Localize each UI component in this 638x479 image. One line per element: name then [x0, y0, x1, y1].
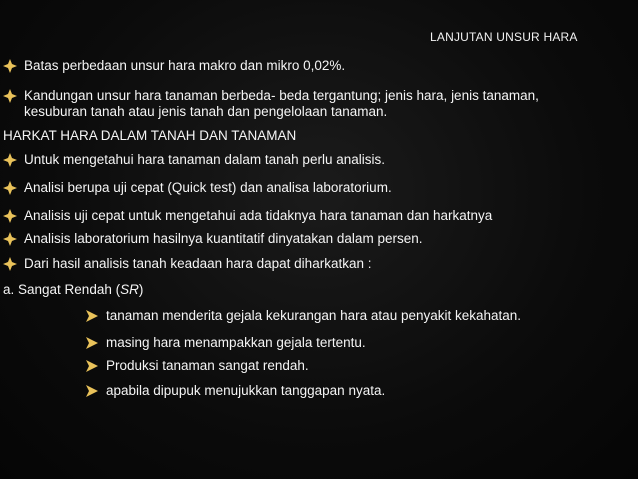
bullet-text: Kandungan unsur hara tanaman berbeda- beda tergantung; jenis hara, jenis tanaman,: [24, 88, 539, 103]
bullet-text: Batas perbedaan unsur hara makro dan mikro 0,02%.: [24, 58, 346, 73]
bullet-text: Analisis laboratorium hasilnya kuantitatif dinyatakan dalam persen.: [24, 231, 423, 246]
arrow-bullet-icon: [86, 385, 98, 397]
sub-heading-prefix: a. Sangat Rendah (: [3, 282, 121, 297]
diamond-bullet-icon: [3, 181, 17, 195]
slide-title: LANJUTAN UNSUR HARA: [430, 30, 578, 44]
diamond-bullet-icon: [3, 153, 17, 167]
diamond-bullet-icon: [3, 209, 17, 223]
sub-heading-suffix: ): [138, 282, 144, 297]
diamond-bullet-icon: [3, 257, 17, 271]
bullet-text: Untuk mengetahui hara tanaman dalam tanah perlu analisis.: [24, 152, 385, 167]
bullet-text-continued: kesuburan tanah atau jenis tanah dan pengelolaan tanaman.: [24, 104, 388, 119]
bullet-text: Dari hasil analisis tanah keadaan hara dapat diharkatkan :: [24, 256, 372, 271]
sub-bullet-text: masing hara menampakkan gejala tertentu.: [106, 335, 366, 350]
sub-bullet-text: apabila dipupuk menujukkan tanggapan nyata.: [106, 383, 386, 398]
diamond-bullet-icon: [3, 89, 17, 103]
arrow-bullet-icon: [86, 360, 98, 372]
bullet-text: Analisi berupa uji cepat (Quick test) dan analisa laboratorium.: [24, 180, 392, 195]
sub-heading-italic: SR: [120, 282, 139, 297]
bullet-text: Analisis uji cepat untuk mengetahui ada tidaknya hara tanaman dan harkatnya: [24, 208, 493, 223]
arrow-bullet-icon: [86, 310, 98, 322]
sub-bullet-text: tanaman menderita gejala kekurangan hara atau penyakit kekahatan.: [106, 308, 522, 323]
diamond-bullet-icon: [3, 59, 17, 73]
slide: LANJUTAN UNSUR HARA Batas perbedaan unsur hara makro dan mikro 0,02%. Kandungan unsur hara tanaman berbeda- beda tergantung; jenis hara, jenis tanaman, kesuburan tanah atau jenis tanah dan pengelolaan tanaman. HARKAT HARA DALAM TANAH DAN TANAMAN Untuk mengetahui hara tanaman dalam tanah perlu analisis. Analisi berupa uji cepat (Quick test) dan analisa laboratorium. Analisis uji cepat untuk mengetahui ada tidaknya hara tanaman dan harkatnya Analisis laboratorium hasilnya kuantitatif dinyatakan dalam persen. Dari hasil analisis tanah keadaan hara dapat diharkatkan : a. Sangat Rendah (SR) tanaman menderita gejala kekurangan hara atau penyakit kekahatan. masing hara menampakkan gejala tertentu. Produksi tanaman sangat rendah. apabila dipupuk menujukkan tanggapan nyata.: [3, 30, 578, 398]
diamond-bullet-icon: [3, 232, 17, 246]
sub-bullet-text: Produksi tanaman sangat rendah.: [106, 358, 309, 373]
arrow-bullet-icon: [86, 337, 98, 349]
